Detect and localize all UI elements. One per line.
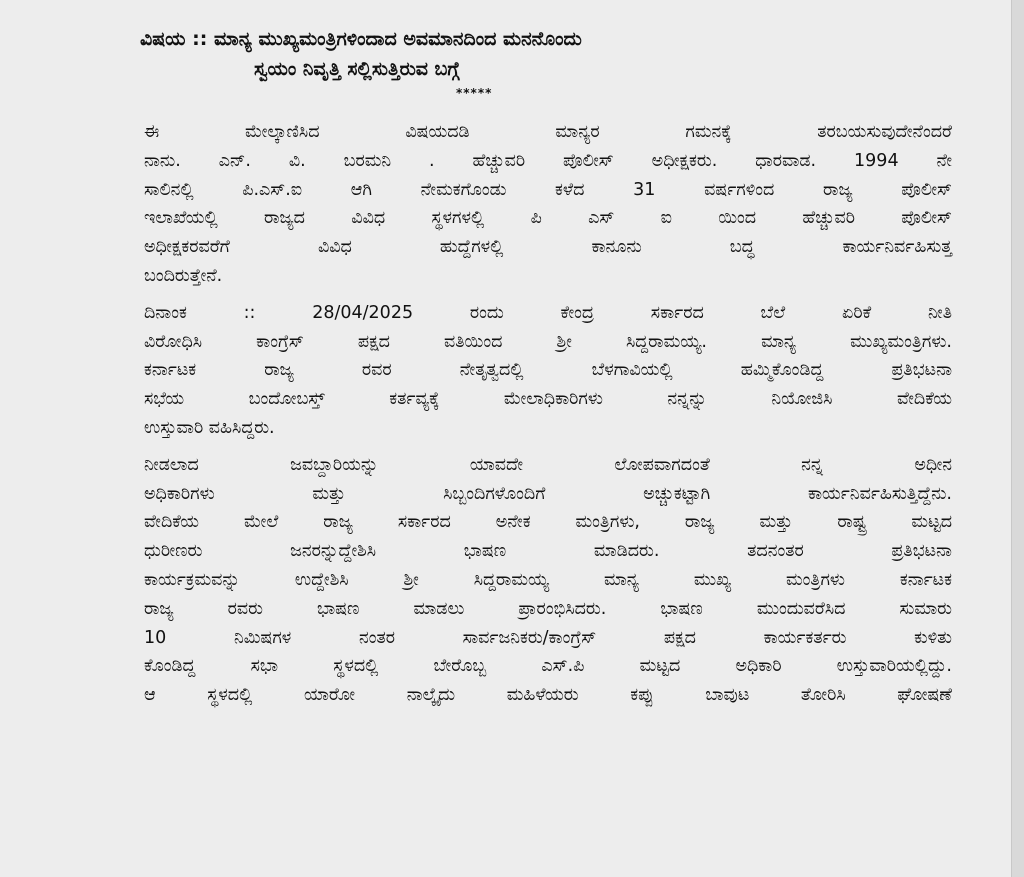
text-line: ಉಸ್ತುವಾರಿ ವಹಿಸಿದ್ದರು. [144,417,275,438]
text-line: ಅಧಿಕಾರಿಗಳು ಮತ್ತು ಸಿಬ್ಬಂದಿಗಳೊಂದಿಗೆ ಅಚ್ಚುಕಟ್ಟಾಗಿ ಕಾರ್ಯನಿರ್ವಹಿಸುತ್ತಿದ್ದೆನು. [144,483,952,504]
text-line: ಅಧೀಕ್ಷಕರವರೆಗೆ ವಿವಿಧ ಹುದ್ದೆಗಳಲ್ಲಿ ಕಾನೂನು ಬದ್ಧ ಕಾರ್ಯನಿರ್ವಹಿಸುತ್ತ [144,237,952,258]
subject-line-2: ಸ್ವಯಂ ನಿವೃತ್ತಿ ಸಲ್ಲಿಸುತ್ತಿರುವ ಬಗ್ಗೆ [254,58,460,80]
text-line: ಧುರೀಣರು ಜನರನ್ನುದ್ದೇಶಿಸಿ ಭಾಷಣ ಮಾಡಿದರು. ತದನಂತರ ಪ್ರತಿಭಟನಾ [144,541,952,562]
letter-body [74,118,952,718]
text-line: ಸಭೆಯ ಬಂದೋಬಸ್ತ್ ಕರ್ತವ್ಯಕ್ಕೆ ಮೇಲಾಧಿಕಾರಿಗಳು ನನ್ನನ್ನು ನಿಯೋಜಿಸಿ ವೇದಿಕೆಯ [144,389,952,410]
text-line: ನಾನು. ಎನ್. ವಿ. ಬರಮನಿ . ಹೆಚ್ಚುವರಿ ಪೊಲೀಸ್ ಅಧೀಕ್ಷಕರು. ಧಾರವಾಡ. 1994 ನೇ [144,150,952,171]
text-line: ರಾಜ್ಯ ರವರು ಭಾಷಣ ಮಾಡಲು ಪ್ರಾರಂಭಿಸಿದರು. ಭಾಷಣ ಮುಂದುವರೆಸಿದ ಸುಮಾರು [144,598,952,619]
text-line: ವೇದಿಕೆಯ ಮೇಲೆ ರಾಜ್ಯ ಸರ್ಕಾರದ ಅನೇಕ ಮಂತ್ರಿಗಳು, ರಾಜ್ಯ ಮತ್ತು ರಾಷ್ಟ್ರ ಮಟ್ಟದ [144,512,952,533]
text-line: ಆ ಸ್ಥಳದಲ್ಲಿ ಯಾರೋ ನಾಲ್ಕೈದು ಮಹಿಳೆಯರು ಕಪ್ಪು ಬಾವುಟ ತೋರಿಸಿ ಘೋಷಣೆ [144,685,952,706]
text-line: ಬಂದಿರುತ್ತೇನೆ. [144,265,223,286]
text-line: ವಿರೋಧಿಸಿ ಕಾಂಗ್ರೆಸ್ ಪಕ್ಷದ ವತಿಯಿಂದ ಶ್ರೀ ಸಿದ್ದರಾಮಯ್ಯ. ಮಾನ್ಯ ಮುಖ್ಯಮಂತ್ರಿಗಳು. [144,331,952,352]
text-line: ಕಾರ್ಯಕ್ರಮವನ್ನು ಉದ್ದೇಶಿಸಿ ಶ್ರೀ ಸಿದ್ದರಾಮಯ್ಯ ಮಾನ್ಯ ಮುಖ್ಯ ಮಂತ್ರಿಗಳು ಕರ್ನಾಟಕ [144,569,952,590]
subject-separator-stars: ***** [456,86,493,100]
page-edge [1011,0,1024,877]
text-line: ದಿನಾಂಕ :: 28/04/2025 ರಂದು ಕೇಂದ್ರ ಸರ್ಕಾರದ ಬೆಲೆ ಏರಿಕೆ ನೀತಿ [144,302,952,323]
paragraph-1 [74,118,952,291]
paragraph-3 [74,451,952,710]
text-line: ಕರ್ನಾಟಕ ರಾಜ್ಯ ರವರ ನೇತೃತ್ವದಲ್ಲಿ ಬೆಳಗಾವಿಯಲ್ಲಿ ಹಮ್ಮಿಕೊಂಡಿದ್ದ ಪ್ರತಿಭಟನಾ [144,360,952,381]
subject-heading [140,24,960,84]
text-line: 10 ನಿಮಿಷಗಳ ನಂತರ ಸಾರ್ವಜನಿಕರು/ಕಾಂಗ್ರೆಸ್ ಪಕ್ಷದ ಕಾರ್ಯಕರ್ತರು ಕುಳಿತು [144,627,952,648]
subject-line-1: ವಿಷಯ :: ಮಾನ್ಯ ಮುಖ್ಯಮಂತ್ರಿಗಳಿಂದಾದ ಅವಮಾನದಿಂದ ಮನನೊಂದು [140,28,582,50]
paragraph-2 [74,299,952,443]
text-line: ಕೊಂಡಿದ್ದ ಸಭಾ ಸ್ಥಳದಲ್ಲಿ ಬೇರೊಬ್ಬ ಎಸ್.ಪಿ ಮಟ್ಟದ ಅಧಿಕಾರಿ ಉಸ್ತುವಾರಿಯಲ್ಲಿದ್ದು. [144,656,952,677]
text-line: ಸಾಲಿನಲ್ಲಿ ಪಿ.ಎಸ್.ಐ ಆಗಿ ನೇಮಕಗೊಂಡು ಕಳೆದ 31 ವರ್ಷಗಳಿಂದ ರಾಜ್ಯ ಪೊಲೀಸ್ [144,179,952,200]
text-line: ಈ ಮೇಲ್ಕಾಣಿಸಿದ ವಿಷಯದಡಿ ಮಾನ್ಯರ ಗಮನಕ್ಕೆ ತರಬಯಸುವುದೇನೆಂದರೆ [144,122,952,142]
text-line: ನೀಡಲಾದ ಜವಬ್ದಾರಿಯನ್ನು ಯಾವದೇ ಲೋಪವಾಗದಂತೆ ನನ್ನ ಅಧೀನ [144,454,952,475]
text-line: ಇಲಾಖೆಯಲ್ಲಿ ರಾಜ್ಯದ ವಿವಿಧ ಸ್ಥಳಗಳಲ್ಲಿ ಪಿ ಎಸ್ ಐ ಯಿಂದ ಹೆಚ್ಚುವರಿ ಪೊಲೀಸ್ [144,208,952,229]
